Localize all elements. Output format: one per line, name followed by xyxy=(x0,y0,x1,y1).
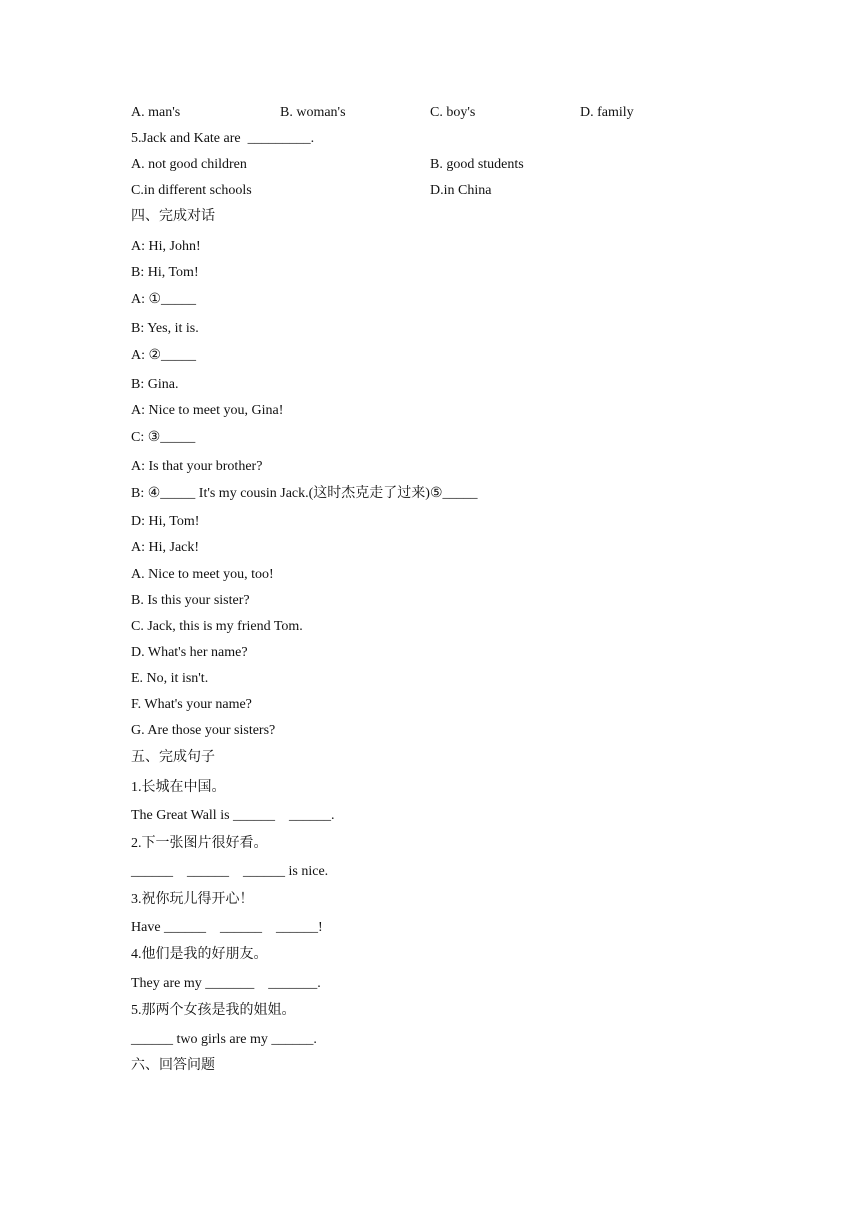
dialogue-line: A: Hi, Jack! xyxy=(131,540,200,555)
dialogue-line: A: Is that your brother? xyxy=(131,459,263,474)
q4-option-a: A. man's xyxy=(131,105,181,120)
sentence-prompt: 5.那两个女孩是我的姐姐。 xyxy=(131,1003,296,1018)
choice-item: D. What's her name? xyxy=(131,645,248,660)
dialogue-line: A: Nice to meet you, Gina! xyxy=(131,403,284,418)
choice-item: E. No, it isn't. xyxy=(131,671,209,686)
choice-item: F. What's your name? xyxy=(131,697,252,712)
section-6-title: 六、回答问题 xyxy=(131,1058,215,1073)
q5-option-b: B. good students xyxy=(430,157,524,172)
section-5-title: 五、完成句子 xyxy=(131,750,215,765)
q5-option-a: A. not good children xyxy=(131,157,247,172)
sentence-blank: They are my _______ _______. xyxy=(131,976,321,991)
dialogue-line: A: ①_____ xyxy=(131,292,197,307)
q5-option-c: C.in different schools xyxy=(131,183,252,198)
sentence-blank: ______ two girls are my ______. xyxy=(131,1032,317,1047)
q5-option-d: D.in China xyxy=(430,183,492,198)
choice-item: A. Nice to meet you, too! xyxy=(131,567,274,582)
dialogue-line: A: Hi, John! xyxy=(131,239,201,254)
q4-option-c: C. boy's xyxy=(430,105,476,120)
sentence-prompt: 1.长城在中国。 xyxy=(131,780,226,795)
dialogue-line: D: Hi, Tom! xyxy=(131,514,200,529)
dialogue-line: B: ④_____ It's my cousin Jack.(这时杰克走了过来)⑤_____ xyxy=(131,486,478,501)
q5-options-row1 xyxy=(131,156,731,174)
dialogue-line: B: Hi, Tom! xyxy=(131,265,199,280)
sentence-blank: ______ ______ ______ is nice. xyxy=(131,864,329,879)
dialogue-line: A: ②_____ xyxy=(131,348,197,363)
choice-item: G. Are those your sisters? xyxy=(131,723,276,738)
sentence-blank: The Great Wall is ______ ______. xyxy=(131,808,335,823)
dialogue-line: B: Gina. xyxy=(131,377,179,392)
q4-options xyxy=(131,104,731,122)
q5-stem: 5.Jack and Kate are _________. xyxy=(131,131,315,146)
choice-item: B. Is this your sister? xyxy=(131,593,250,608)
q4-option-d: D. family xyxy=(580,105,634,120)
sentence-prompt: 2.下一张图片很好看。 xyxy=(131,836,268,851)
dialogue-line: B: Yes, it is. xyxy=(131,321,199,336)
dialogue-line: C: ③_____ xyxy=(131,430,196,445)
sentence-blank: Have ______ ______ ______! xyxy=(131,920,323,935)
sentence-prompt: 3.祝你玩儿得开心！ xyxy=(131,892,254,907)
choice-item: C. Jack, this is my friend Tom. xyxy=(131,619,303,634)
section-4-title: 四、完成对话 xyxy=(131,209,215,224)
sentence-prompt: 4.他们是我的好朋友。 xyxy=(131,947,268,962)
q4-option-b: B. woman's xyxy=(280,105,346,120)
q5-options-row2 xyxy=(131,182,731,200)
